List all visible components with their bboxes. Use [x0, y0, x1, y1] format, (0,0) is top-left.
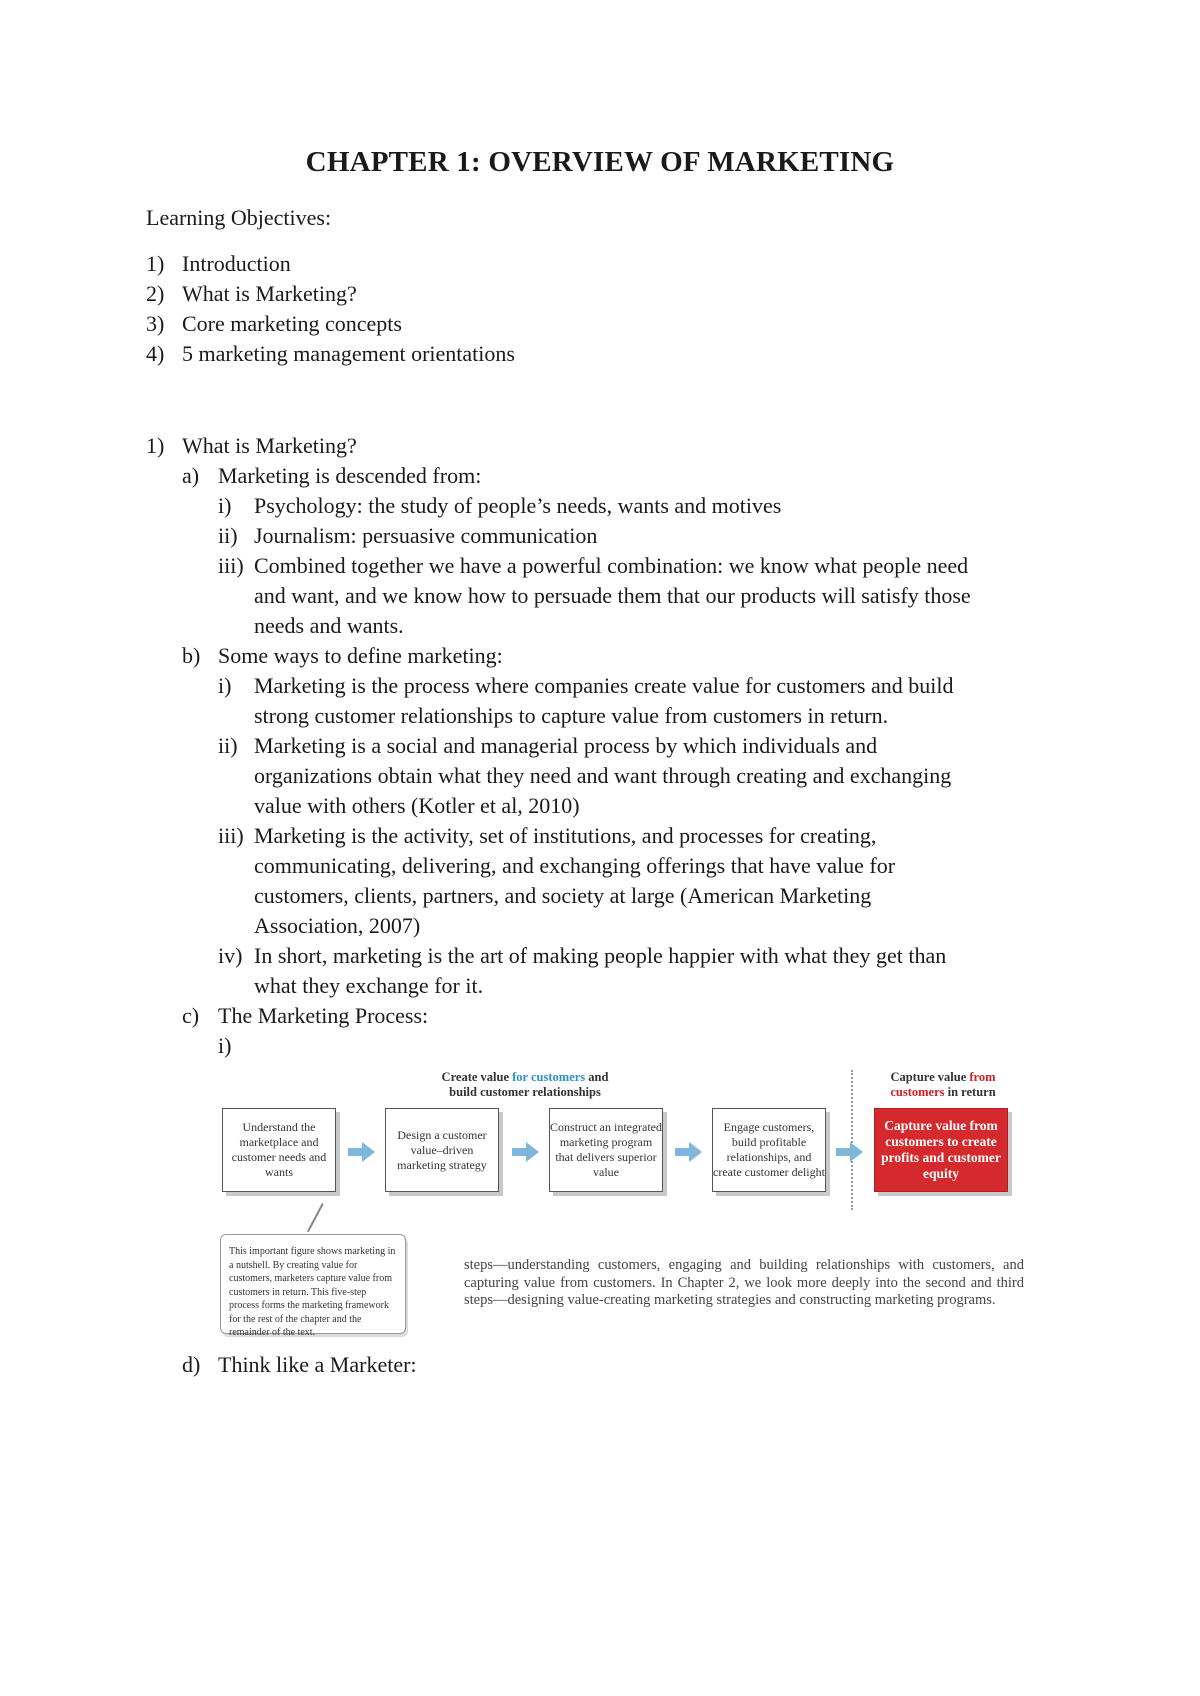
- callout-leader-line: [307, 1203, 324, 1232]
- list-text-continued: value with others (Kotler et al, 2010): [254, 793, 580, 818]
- list-text: Journalism: persuasive communication: [254, 523, 598, 548]
- list-text: Marketing is descended from:: [218, 463, 482, 488]
- process-step-2: Design a customer value–driven marketing strategy: [385, 1108, 499, 1192]
- arrow-right-icon: [348, 1140, 376, 1164]
- list-number: iii): [218, 553, 244, 578]
- list-text: Psychology: the study of people’s needs, wants and motives: [254, 493, 782, 518]
- figure-callout-note: This important figure shows marketing in a nutshell. By creating value for customers, marketers capture value from customers in return. This five-step process forms the marketing framework for the rest of the chapter and the remainder of the text.: [220, 1234, 406, 1334]
- list-text-continued: what they exchange for it.: [254, 973, 484, 998]
- process-step-1: Understand the marketplace and customer needs and wants: [222, 1108, 336, 1192]
- list-number: i): [218, 1033, 232, 1058]
- list-text-continued: organizations obtain what they need and want through creating and exchanging: [254, 763, 952, 788]
- list-number: ii): [218, 523, 238, 548]
- list-number: d): [182, 1352, 201, 1377]
- list-text-continued: strong customer relationships to capture value from customers in return.: [254, 703, 889, 728]
- list-text: In short, marketing is the art of making people happier with what they get than: [254, 943, 947, 968]
- list-number: c): [182, 1003, 200, 1028]
- arrow-right-icon: [675, 1140, 703, 1164]
- header-text: Capture value: [890, 1070, 970, 1084]
- header-text: build customer relationships: [449, 1085, 601, 1099]
- list-number: 1): [146, 433, 165, 458]
- list-number: 2): [146, 281, 165, 306]
- list-number: 4): [146, 341, 165, 366]
- process-step-4: Engage customers, build profitable relationships, and create customer delight: [712, 1108, 826, 1192]
- list-text-continued: customers, clients, partners, and society at large (American Marketing: [254, 883, 872, 908]
- list-number: i): [218, 673, 232, 698]
- list-number: a): [182, 463, 200, 488]
- list-text: The Marketing Process:: [218, 1003, 429, 1028]
- header-text: and: [585, 1070, 609, 1084]
- list-number: iv): [218, 943, 243, 968]
- header-text-red: customers: [890, 1085, 945, 1099]
- learning-objectives-label: Learning Objectives:: [146, 205, 332, 230]
- list-text-continued: and want, and we know how to persuade them that our products will satisfy those: [254, 583, 971, 608]
- arrow-right-icon: [836, 1140, 864, 1164]
- figure-header-capture-value: [868, 1070, 1018, 1100]
- list-text: Some ways to define marketing:: [218, 643, 503, 668]
- list-number: b): [182, 643, 201, 668]
- list-number: iii): [218, 823, 244, 848]
- list-text: Think like a Marketer:: [218, 1352, 417, 1377]
- list-text: Introduction: [182, 251, 291, 276]
- list-text: Marketing is a social and managerial process by which individuals and: [254, 733, 878, 758]
- list-text: What is Marketing?: [182, 433, 357, 458]
- header-text-blue: for customers: [512, 1070, 586, 1084]
- list-number: 1): [146, 251, 165, 276]
- figure-header-create-value: [405, 1070, 645, 1100]
- process-step-5-capture-value: Capture value from customers to create profits and customer equity: [874, 1108, 1008, 1192]
- list-text: 5 marketing management orientations: [182, 341, 515, 366]
- list-number: ii): [218, 733, 238, 758]
- list-text: What is Marketing?: [182, 281, 357, 306]
- list-text: Core marketing concepts: [182, 311, 402, 336]
- header-text: in return: [944, 1085, 996, 1099]
- process-step-3: Construct an integrated marketing program that delivers superior value: [549, 1108, 663, 1192]
- list-text: Marketing is the activity, set of institutions, and processes for creating,: [254, 823, 877, 848]
- list-text-continued: Association, 2007): [254, 913, 421, 938]
- list-text-continued: needs and wants.: [254, 613, 404, 638]
- list-text: Combined together we have a powerful combination: we know what people need: [254, 553, 969, 578]
- list-number: i): [218, 493, 232, 518]
- list-text-continued: communicating, delivering, and exchanging offerings that have value for: [254, 853, 896, 878]
- page-title: CHAPTER 1: OVERVIEW OF MARKETING: [305, 146, 895, 178]
- list-number: 3): [146, 311, 165, 336]
- figure-body-text: steps—understanding customers, engaging and building relationships with customers, and capturing value from customers. In Chapter 2, we look more deeply into the second and third steps—designing value-creating marketing strategies and constructing marketing programs.: [464, 1257, 1024, 1308]
- header-text-red: from: [969, 1070, 996, 1084]
- arrow-right-icon: [512, 1140, 540, 1164]
- header-text: Create value: [441, 1070, 513, 1084]
- list-text: Marketing is the process where companies create value for customers and build: [254, 673, 954, 698]
